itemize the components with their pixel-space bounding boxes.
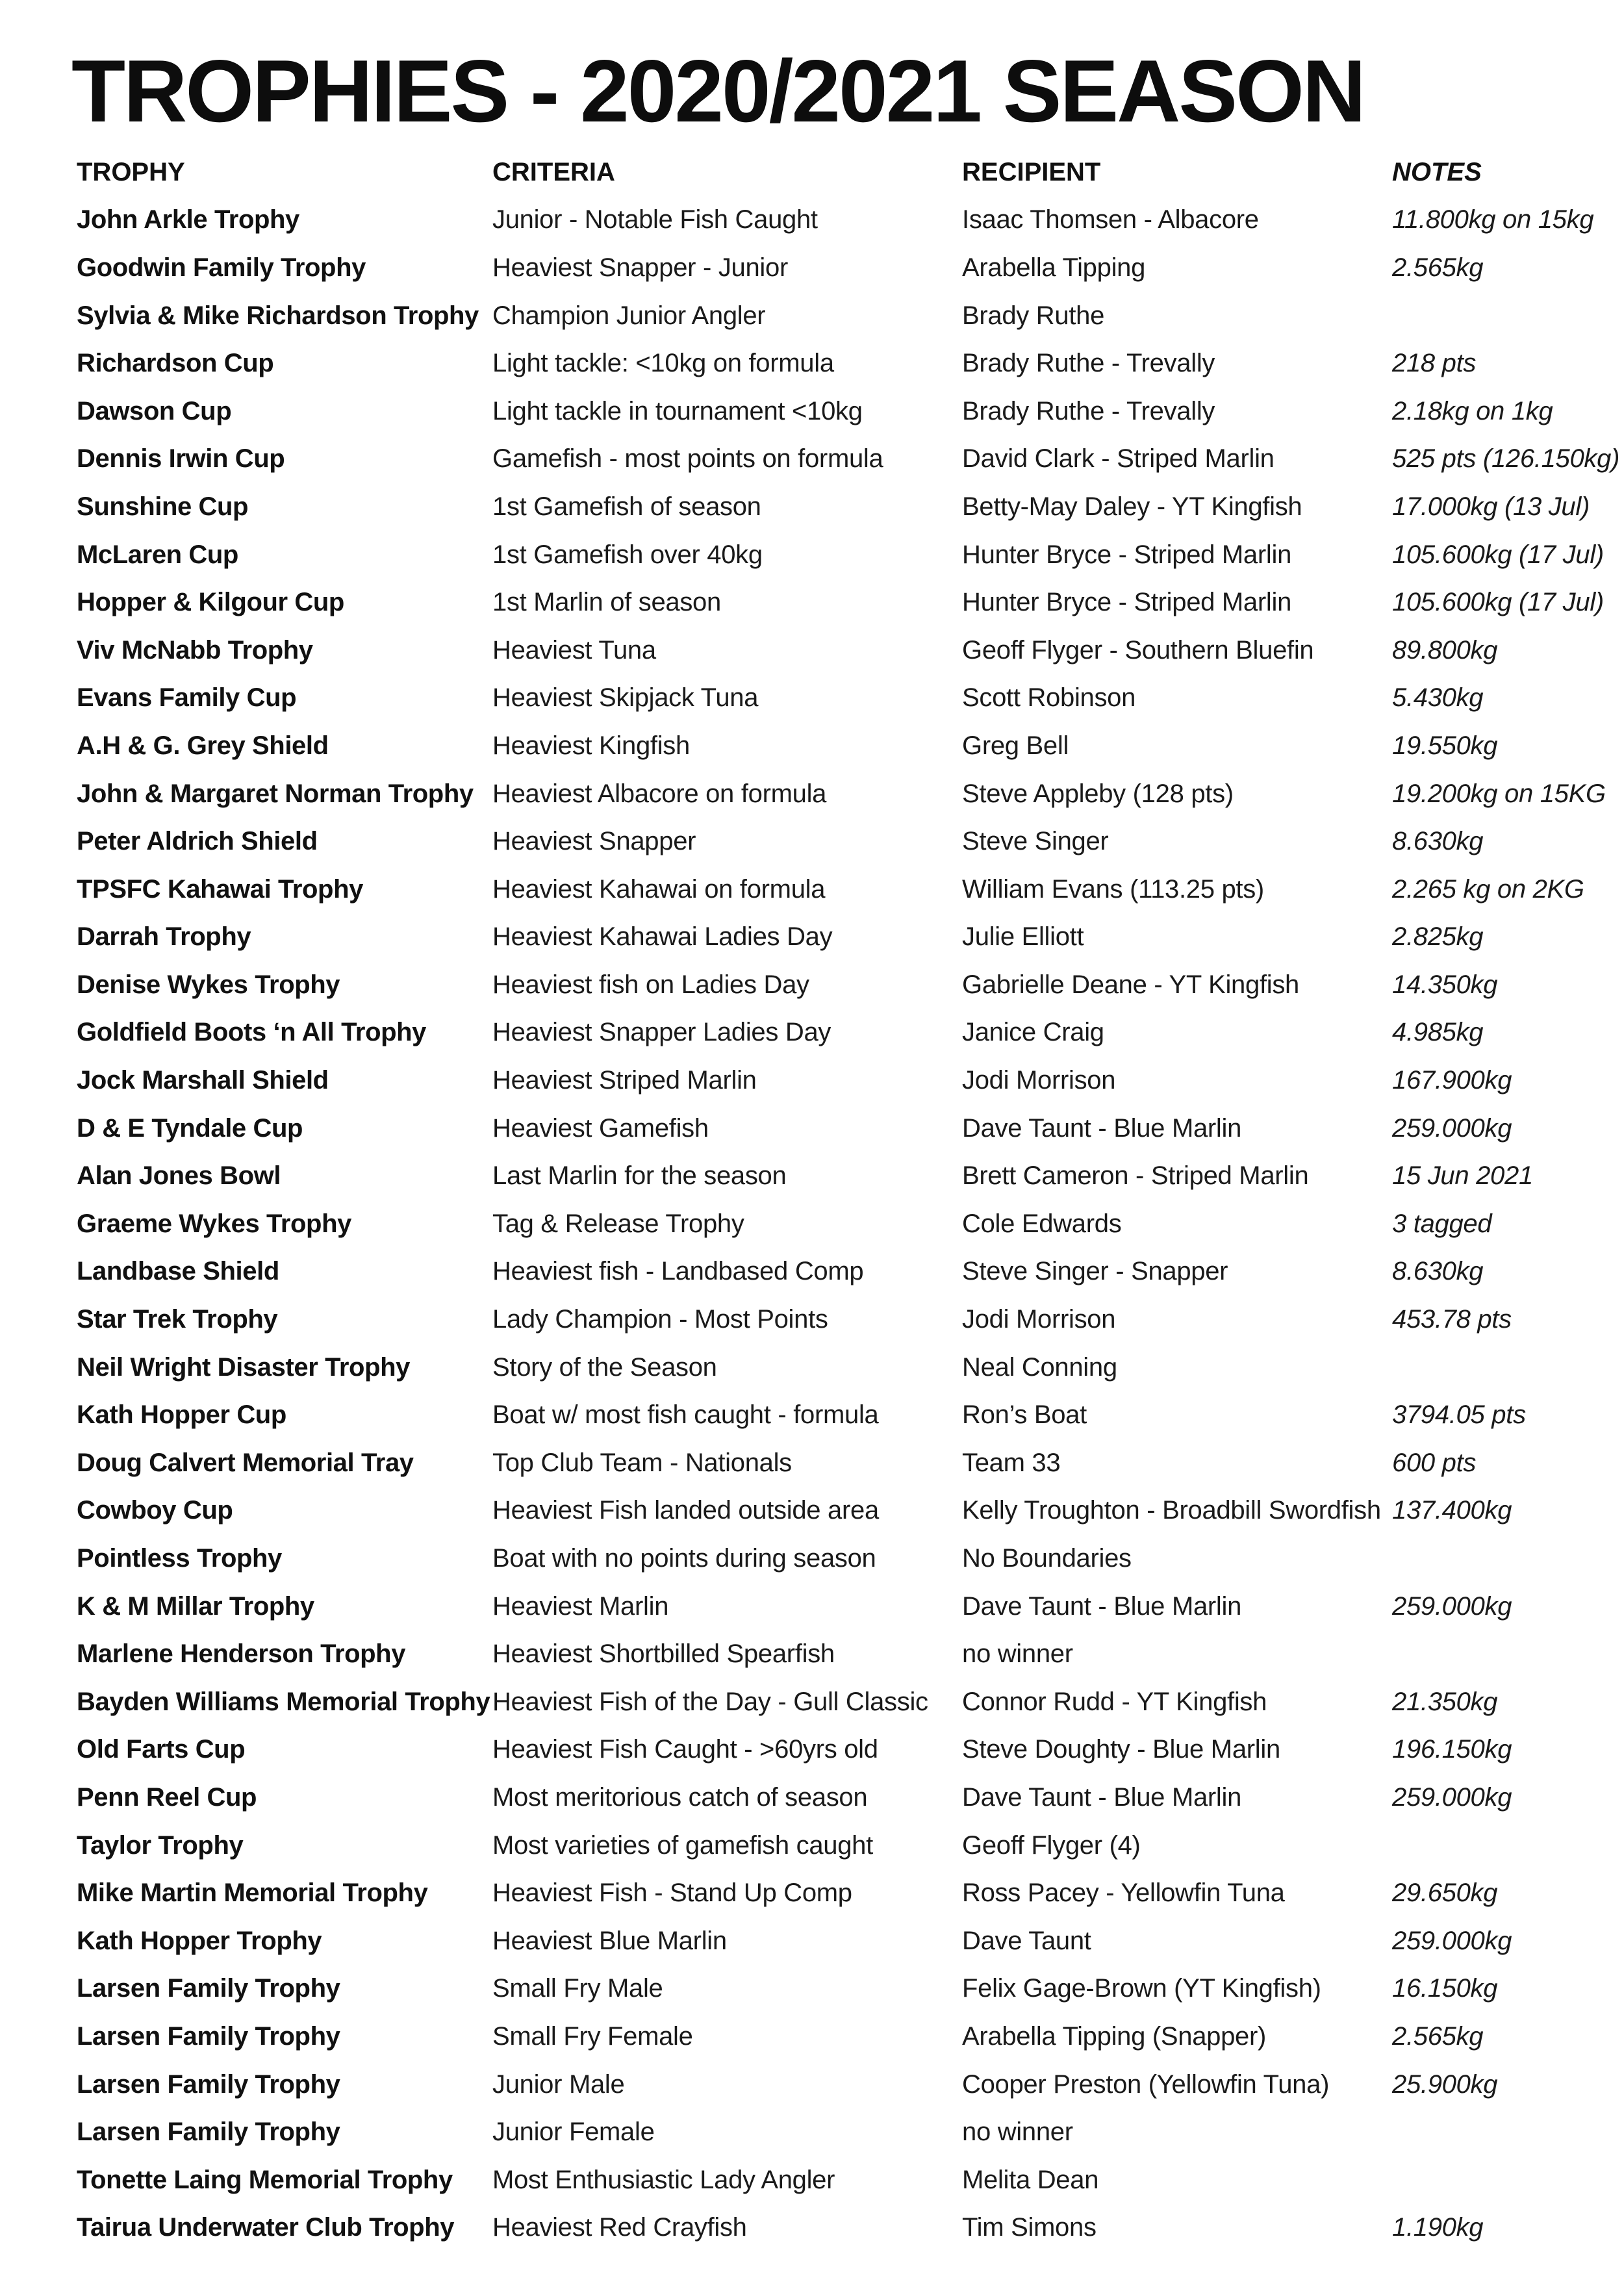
table-row (77, 578, 1616, 626)
criteria-cell: Most meritorious catch of season (492, 1782, 868, 1812)
criteria-cell: Junior - Notable Fish Caught (492, 205, 818, 234)
trophy-name-cell: A.H & G. Grey Shield (77, 731, 329, 760)
criteria-cell: Top Club Team - Nationals (492, 1448, 792, 1477)
notes-cell: 19.200kg on 15KG (1392, 779, 1606, 808)
criteria-cell: Heaviest Skipjack Tuna (492, 683, 759, 713)
column-header-criteria: CRITERIA (492, 157, 615, 186)
notes-cell: 259.000kg (1392, 1926, 1512, 1955)
table-row (77, 1248, 1616, 1296)
criteria-cell: Heaviest Gamefish (492, 1113, 709, 1143)
criteria-cell: Heaviest Snapper Ladies Day (492, 1018, 831, 1047)
criteria-cell: Heaviest Fish of the Day - Gull Classic (492, 1687, 928, 1716)
table-header-row (77, 148, 1616, 196)
criteria-cell: 1st Gamefish of season (492, 492, 761, 521)
table-row (77, 2156, 1616, 2204)
trophy-name-cell: Richardson Cup (77, 349, 274, 378)
trophy-name-cell: Goldfield Boots ‘n All Trophy (77, 1018, 427, 1047)
notes-cell: 3794.05 pts (1392, 1400, 1526, 1430)
criteria-cell: Heaviest Fish landed outside area (492, 1496, 879, 1525)
recipient-cell: Jodi Morrison (962, 1066, 1116, 1095)
trophy-name-cell: Larsen Family Trophy (77, 1974, 340, 2003)
recipient-cell: David Clark - Striped Marlin (962, 444, 1275, 474)
column-header-recipient: RECIPIENT (962, 157, 1101, 186)
criteria-cell: Most varieties of gamefish caught (492, 1830, 873, 1860)
trophy-name-cell: Tonette Laing Memorial Trophy (77, 2165, 453, 2194)
recipient-cell: Brady Ruthe - Trevally (962, 349, 1215, 378)
notes-cell: 105.600kg (17 Jul) (1392, 588, 1604, 617)
criteria-cell: Heaviest fish on Ladies Day (492, 970, 809, 999)
recipient-cell: Brady Ruthe (962, 301, 1105, 330)
trophy-name-cell: Sylvia & Mike Richardson Trophy (77, 301, 479, 330)
notes-cell: 259.000kg (1392, 1782, 1512, 1812)
recipient-cell: William Evans (113.25 pts) (962, 874, 1264, 904)
notes-cell: 600 pts (1392, 1448, 1477, 1477)
notes-cell: 259.000kg (1392, 1113, 1512, 1143)
recipient-cell: Team 33 (962, 1448, 1061, 1477)
recipient-cell: Gabrielle Deane - YT Kingfish (962, 970, 1299, 999)
recipient-cell: Arabella Tipping (Snapper) (962, 2021, 1267, 2051)
notes-cell: 19.550kg (1392, 731, 1498, 760)
recipient-cell: Janice Craig (962, 1018, 1104, 1047)
trophy-name-cell: Alan Jones Bowl (77, 1161, 281, 1191)
trophy-rows (77, 196, 1620, 2252)
notes-cell: 89.800kg (1392, 635, 1498, 664)
trophy-name-cell: Larsen Family Trophy (77, 2069, 340, 2099)
table-row (77, 1152, 1616, 1200)
criteria-cell: Boat with no points during season (492, 1544, 876, 1573)
trophy-name-cell: McLaren Cup (77, 540, 238, 569)
criteria-cell: Heaviest Snapper (492, 827, 696, 856)
criteria-cell: Heaviest Fish Caught - >60yrs old (492, 1735, 878, 1764)
criteria-cell: Heaviest Striped Marlin (492, 1066, 757, 1095)
trophy-name-cell: Larsen Family Trophy (77, 2021, 340, 2051)
criteria-cell: Heaviest Shortbilled Spearfish (492, 1639, 835, 1669)
recipient-cell: Cooper Preston (Yellowfin Tuna) (962, 2069, 1330, 2099)
criteria-cell: Small Fry Female (492, 2021, 693, 2051)
recipient-cell: Kelly Troughton - Broadbill Swordfish (962, 1496, 1381, 1525)
criteria-cell: Small Fry Male (492, 1974, 663, 2003)
table-row (77, 1582, 1616, 1630)
notes-cell (1392, 2156, 1616, 2204)
notes-cell: 8.630kg (1392, 1257, 1484, 1286)
trophy-name-cell: John & Margaret Norman Trophy (77, 779, 474, 808)
trophy-name-cell: Denise Wykes Trophy (77, 970, 340, 999)
trophy-name-cell: Kath Hopper Trophy (77, 1926, 322, 1955)
column-header-trophy: TROPHY (77, 157, 185, 186)
table-row (77, 1773, 1616, 1821)
table-row (77, 2108, 1616, 2156)
table-row (77, 1343, 1616, 1391)
recipient-cell: Felix Gage-Brown (YT Kingfish) (962, 1974, 1321, 2003)
trophy-name-cell: Mike Martin Memorial Trophy (77, 1879, 428, 1908)
page-title: TROPHIES - 2020/2021 SEASON (71, 42, 1365, 140)
trophy-name-cell: Jock Marshall Shield (77, 1066, 329, 1095)
notes-cell: 453.78 pts (1392, 1305, 1512, 1334)
table-row (77, 292, 1616, 340)
trophy-name-cell: D & E Tyndale Cup (77, 1113, 303, 1143)
criteria-cell: Junior Male (492, 2069, 625, 2099)
table-row (77, 770, 1616, 818)
trophy-name-cell: Doug Calvert Memorial Tray (77, 1448, 414, 1477)
table-row (77, 722, 1616, 770)
notes-cell: 4.985kg (1392, 1018, 1484, 1047)
table-row (77, 1821, 1616, 1869)
recipient-cell: No Boundaries (962, 1544, 1132, 1573)
recipient-cell: Julie Elliott (962, 922, 1084, 952)
notes-cell: 15 Jun 2021 (1392, 1161, 1533, 1191)
trophy-name-cell: Bayden Williams Memorial Trophy (77, 1687, 490, 1716)
table-row (77, 1439, 1616, 1487)
trophy-name-cell: Evans Family Cup (77, 683, 297, 713)
table-row (77, 483, 1616, 531)
trophy-name-cell: TPSFC Kahawai Trophy (77, 874, 363, 904)
table-row (77, 2012, 1616, 2060)
table-row (77, 1678, 1616, 1726)
criteria-cell: Lady Champion - Most Points (492, 1305, 828, 1334)
notes-cell (1392, 1343, 1616, 1391)
criteria-cell: Heaviest Marlin (492, 1591, 669, 1621)
recipient-cell: no winner (962, 1639, 1073, 1669)
trophy-name-cell: John Arkle Trophy (77, 205, 299, 234)
trophy-name-cell: Darrah Trophy (77, 922, 251, 952)
recipient-cell: Steve Singer - Snapper (962, 1257, 1228, 1286)
trophy-name-cell: K & M Millar Trophy (77, 1591, 314, 1621)
table-row (77, 1630, 1616, 1678)
recipient-cell: Isaac Thomsen - Albacore (962, 205, 1259, 234)
recipient-cell: Dave Taunt (962, 1926, 1091, 1955)
trophy-name-cell: Tairua Underwater Club Trophy (77, 2213, 455, 2242)
trophy-name-cell: Neil Wright Disaster Trophy (77, 1352, 411, 1382)
notes-cell: 1.190kg (1392, 2213, 1484, 2242)
table-row (77, 387, 1616, 435)
criteria-cell: Heaviest Blue Marlin (492, 1926, 727, 1955)
recipient-cell: Steve Doughty - Blue Marlin (962, 1735, 1280, 1764)
notes-cell: 218 pts (1392, 349, 1477, 378)
recipient-cell: Dave Taunt - Blue Marlin (962, 1782, 1242, 1812)
recipient-cell: Dave Taunt - Blue Marlin (962, 1113, 1242, 1143)
table-row (77, 865, 1616, 913)
criteria-cell: Heaviest Tuna (492, 635, 656, 664)
notes-cell: 5.430kg (1392, 683, 1484, 713)
trophy-name-cell: Pointless Trophy (77, 1544, 282, 1573)
trophy-name-cell: Old Farts Cup (77, 1735, 246, 1764)
table-row (77, 674, 1616, 722)
table-row (77, 1965, 1616, 2013)
criteria-cell: Champion Junior Angler (492, 301, 766, 330)
notes-cell: 105.600kg (17 Jul) (1392, 540, 1604, 569)
recipient-cell: Cole Edwards (962, 1209, 1122, 1238)
notes-cell: 3 tagged (1392, 1209, 1492, 1238)
table-row (77, 1869, 1616, 1917)
criteria-cell: Last Marlin for the season (492, 1161, 787, 1191)
table-row (77, 1726, 1616, 1774)
recipient-cell: Dave Taunt - Blue Marlin (962, 1591, 1242, 1621)
table-row (77, 2060, 1616, 2108)
table-row (77, 913, 1616, 961)
criteria-cell: Heaviest Snapper - Junior (492, 253, 788, 282)
trophy-name-cell: Marlene Henderson Trophy (77, 1639, 406, 1669)
notes-cell: 2.565kg (1392, 253, 1484, 282)
notes-cell: 14.350kg (1392, 970, 1498, 999)
criteria-cell: Tag & Release Trophy (492, 1209, 744, 1238)
criteria-cell: Heaviest Fish - Stand Up Comp (492, 1879, 852, 1908)
table-row (77, 1009, 1616, 1057)
table-row (77, 1534, 1616, 1582)
criteria-cell: 1st Gamefish over 40kg (492, 540, 763, 569)
recipient-cell: Steve Singer (962, 827, 1109, 856)
table-row (77, 1295, 1616, 1343)
notes-cell: 2.825kg (1392, 922, 1484, 952)
recipient-cell: Ross Pacey - Yellowfin Tuna (962, 1879, 1285, 1908)
recipient-cell: Brady Ruthe - Trevally (962, 396, 1215, 425)
notes-cell: 17.000kg (13 Jul) (1392, 492, 1590, 521)
trophy-name-cell: Dennis Irwin Cup (77, 444, 285, 474)
criteria-cell: Boat w/ most fish caught - formula (492, 1400, 879, 1430)
notes-cell: 21.350kg (1392, 1687, 1498, 1716)
recipient-cell: no winner (962, 2118, 1073, 2147)
trophy-name-cell: Kath Hopper Cup (77, 1400, 286, 1430)
criteria-cell: 1st Marlin of season (492, 588, 721, 617)
trophy-name-cell: Larsen Family Trophy (77, 2118, 340, 2147)
notes-cell: 11.800kg on 15kg (1392, 205, 1594, 234)
table-row (77, 196, 1616, 244)
criteria-cell: Heaviest fish - Landbased Comp (492, 1257, 864, 1286)
table-row (77, 1391, 1616, 1439)
recipient-cell: Tim Simons (962, 2213, 1097, 2242)
criteria-cell: Heaviest Albacore on formula (492, 779, 827, 808)
trophy-table (77, 148, 1620, 2251)
notes-cell: 137.400kg (1392, 1496, 1512, 1525)
recipient-cell: Melita Dean (962, 2165, 1099, 2194)
notes-cell: 29.650kg (1392, 1879, 1498, 1908)
notes-cell: 196.150kg (1392, 1735, 1512, 1764)
notes-cell: 2.565kg (1392, 2021, 1484, 2051)
trophy-name-cell: Viv McNabb Trophy (77, 635, 313, 664)
trophy-name-cell: Taylor Trophy (77, 1830, 244, 1860)
recipient-cell: Hunter Bryce - Striped Marlin (962, 588, 1292, 617)
trophy-name-cell: Penn Reel Cup (77, 1782, 257, 1812)
trophy-name-cell: Landbase Shield (77, 1257, 279, 1286)
criteria-cell: Heaviest Kahawai Ladies Day (492, 922, 833, 952)
trophy-name-cell: Dawson Cup (77, 396, 232, 425)
notes-cell: 259.000kg (1392, 1591, 1512, 1621)
criteria-cell: Heaviest Kahawai on formula (492, 874, 826, 904)
notes-cell: 167.900kg (1392, 1066, 1512, 1095)
trophy-name-cell: Sunshine Cup (77, 492, 249, 521)
table-row (77, 626, 1616, 674)
notes-cell (1392, 1821, 1616, 1869)
notes-cell: 525 pts (126.150kg) (1392, 444, 1620, 474)
criteria-cell: Light tackle: <10kg on formula (492, 349, 834, 378)
table-row (77, 2204, 1616, 2252)
table-row (77, 1917, 1616, 1965)
recipient-cell: Scott Robinson (962, 683, 1136, 713)
table-row (77, 1487, 1616, 1535)
recipient-cell: Betty-May Daley - YT Kingfish (962, 492, 1302, 521)
trophy-name-cell: Goodwin Family Trophy (77, 253, 366, 282)
recipient-cell: Ron’s Boat (962, 1400, 1087, 1430)
criteria-cell: Heaviest Red Crayfish (492, 2213, 747, 2242)
notes-cell (1392, 1534, 1616, 1582)
table-row (77, 339, 1616, 387)
recipient-cell: Neal Conning (962, 1352, 1117, 1382)
notes-cell: 2.265 kg on 2KG (1392, 874, 1584, 904)
notes-cell: 8.630kg (1392, 827, 1484, 856)
table-row (77, 961, 1616, 1009)
recipient-cell: Geoff Flyger - Southern Bluefin (962, 635, 1314, 664)
criteria-cell: Most Enthusiastic Lady Angler (492, 2165, 835, 2194)
recipient-cell: Jodi Morrison (962, 1305, 1116, 1334)
trophy-name-cell: Cowboy Cup (77, 1496, 233, 1525)
notes-cell (1392, 1630, 1616, 1678)
criteria-cell: Junior Female (492, 2118, 655, 2147)
notes-cell: 16.150kg (1392, 1974, 1498, 2003)
recipient-cell: Arabella Tipping (962, 253, 1146, 282)
table-row (77, 1200, 1616, 1248)
trophy-name-cell: Hopper & Kilgour Cup (77, 588, 344, 617)
criteria-cell: Light tackle in tournament <10kg (492, 396, 863, 425)
table-row (77, 435, 1616, 483)
recipient-cell: Steve Appleby (128 pts) (962, 779, 1234, 808)
recipient-cell: Connor Rudd - YT Kingfish (962, 1687, 1267, 1716)
recipient-cell: Greg Bell (962, 731, 1069, 760)
trophy-name-cell: Star Trek Trophy (77, 1305, 278, 1334)
recipient-cell: Hunter Bryce - Striped Marlin (962, 540, 1292, 569)
notes-cell: 25.900kg (1392, 2069, 1498, 2099)
table-row (77, 1104, 1616, 1152)
table-row (77, 244, 1616, 292)
recipient-cell: Geoff Flyger (4) (962, 1830, 1141, 1860)
table-row (77, 531, 1616, 579)
table-row (77, 1056, 1616, 1104)
recipient-cell: Brett Cameron - Striped Marlin (962, 1161, 1309, 1191)
notes-cell (1392, 292, 1616, 340)
criteria-cell: Heaviest Kingfish (492, 731, 690, 760)
notes-cell: 2.18kg on 1kg (1392, 396, 1553, 425)
criteria-cell: Story of the Season (492, 1352, 717, 1382)
trophy-name-cell: Graeme Wykes Trophy (77, 1209, 351, 1238)
table-row (77, 817, 1616, 865)
column-header-notes: NOTES (1392, 157, 1482, 186)
trophy-name-cell: Peter Aldrich Shield (77, 827, 318, 856)
notes-cell (1392, 2108, 1616, 2156)
criteria-cell: Gamefish - most points on formula (492, 444, 883, 474)
